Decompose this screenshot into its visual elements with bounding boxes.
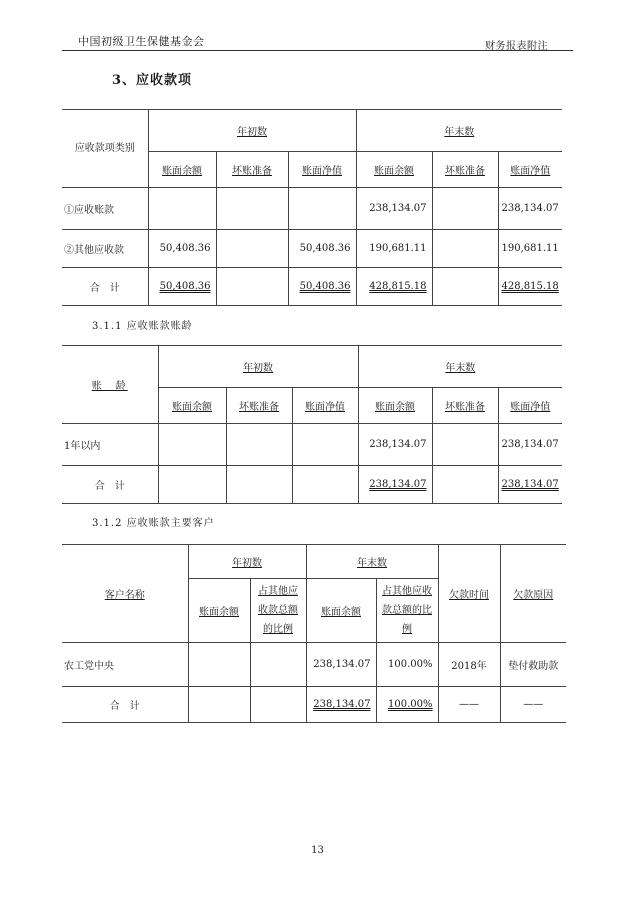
total-cell: 50,408.36 (299, 281, 351, 292)
column-header: 账面余额 (199, 607, 239, 618)
cell (432, 230, 498, 268)
column-header: 坏账准备 (232, 166, 272, 177)
major-customers-table (62, 544, 566, 723)
cell (432, 424, 498, 466)
header-rule (62, 50, 573, 51)
total-cell: —— (438, 687, 500, 723)
subsection-customers-title: 3.1.2 应收账款主要客户 (92, 518, 215, 529)
total-label: 合 计 (62, 466, 158, 504)
total-row (62, 466, 562, 504)
total-cell: 428,815.18 (501, 281, 559, 292)
cell: 238,134.07 (358, 424, 432, 466)
group-end: 年末数 (445, 363, 476, 374)
total-cell (226, 466, 292, 504)
column-header: 占其他应收款总额的比例 (376, 579, 438, 643)
column-header: 账面余额 (374, 166, 415, 177)
table-row (62, 188, 562, 230)
row-header: 账 龄 (91, 381, 128, 392)
total-cell (216, 268, 288, 306)
cell: 100.00% (376, 643, 438, 687)
column-header: 账面余额 (321, 607, 361, 618)
cell (226, 424, 292, 466)
total-cell: 50,408.36 (159, 281, 211, 292)
section-title: 3、应收款项 (112, 73, 193, 88)
column-header: 账面净值 (302, 166, 342, 177)
total-cell: 100.00% (388, 699, 433, 710)
aging-table (62, 345, 562, 504)
row-header: 客户名称 (104, 590, 145, 601)
group-begin: 年初数 (232, 558, 262, 569)
cell: 2018年 (438, 643, 500, 687)
group-end: 年末数 (357, 558, 387, 569)
column-header: 坏账准备 (239, 402, 279, 413)
total-label: 合 计 (62, 268, 148, 306)
total-cell: 238,134.07 (369, 479, 427, 490)
row-label: ②其他应收款 (62, 230, 148, 268)
table-row (62, 230, 562, 268)
cell: 50,408.36 (148, 230, 216, 268)
total-row (62, 687, 566, 723)
column-header: 坏账准备 (445, 402, 486, 413)
total-cell (432, 268, 498, 306)
column-header: 账面余额 (172, 402, 212, 413)
total-cell: —— (500, 687, 566, 723)
cell (148, 188, 216, 230)
page-number: 13 (311, 845, 324, 856)
cell (188, 643, 250, 687)
column-header: 占其他应收款总额的比例 (250, 579, 306, 643)
column-header: 账面净值 (510, 166, 551, 177)
total-cell: 238,134.07 (501, 479, 559, 490)
total-cell (188, 687, 250, 723)
cell: 238,134.07 (498, 188, 562, 230)
column-header: 账面净值 (305, 402, 345, 413)
row-header: 应收款项类别 (62, 110, 148, 188)
table-row (62, 424, 562, 466)
column-header: 账面净值 (510, 402, 551, 413)
row-label: 1年以内 (62, 424, 158, 466)
cell (216, 188, 288, 230)
document-title: 财务报表附注 (485, 41, 548, 52)
cell: 190,681.11 (498, 230, 562, 268)
column-header-reason: 欠款原因 (513, 590, 554, 601)
cell (432, 188, 498, 230)
total-row (62, 268, 562, 306)
cell: 238,134.07 (356, 188, 432, 230)
column-header: 坏账准备 (445, 166, 486, 177)
total-cell (250, 687, 306, 723)
column-header-time: 欠款时间 (449, 590, 489, 601)
total-cell (432, 466, 498, 504)
cell: 50,408.36 (288, 230, 356, 268)
subsection-aging-title: 3.1.1 应收账款账龄 (92, 321, 193, 332)
total-label: 合 计 (62, 687, 188, 723)
table-row (62, 643, 566, 687)
cell (288, 188, 356, 230)
cell: 238,134.07 (306, 643, 376, 687)
cell: 190,681.11 (356, 230, 432, 268)
cell: 垫付救助款 (500, 643, 566, 687)
total-cell: 428,815.18 (369, 281, 427, 292)
cell (250, 643, 306, 687)
total-cell: 238,134.07 (313, 699, 371, 710)
group-begin: 年初数 (243, 363, 273, 374)
cell (158, 424, 226, 466)
group-end: 年末数 (444, 127, 475, 138)
organization-name: 中国初级卫生保健基金会 (78, 35, 205, 48)
group-begin: 年初数 (237, 127, 267, 138)
receivables-table (62, 109, 562, 306)
cell: 238,134.07 (498, 424, 562, 466)
column-header: 账面余额 (162, 166, 202, 177)
cell (216, 230, 288, 268)
total-cell (158, 466, 226, 504)
column-header: 账面余额 (375, 402, 416, 413)
row-label: 农工党中央 (62, 643, 188, 687)
total-cell (292, 466, 358, 504)
cell (292, 424, 358, 466)
row-label: ①应收账款 (62, 188, 148, 230)
